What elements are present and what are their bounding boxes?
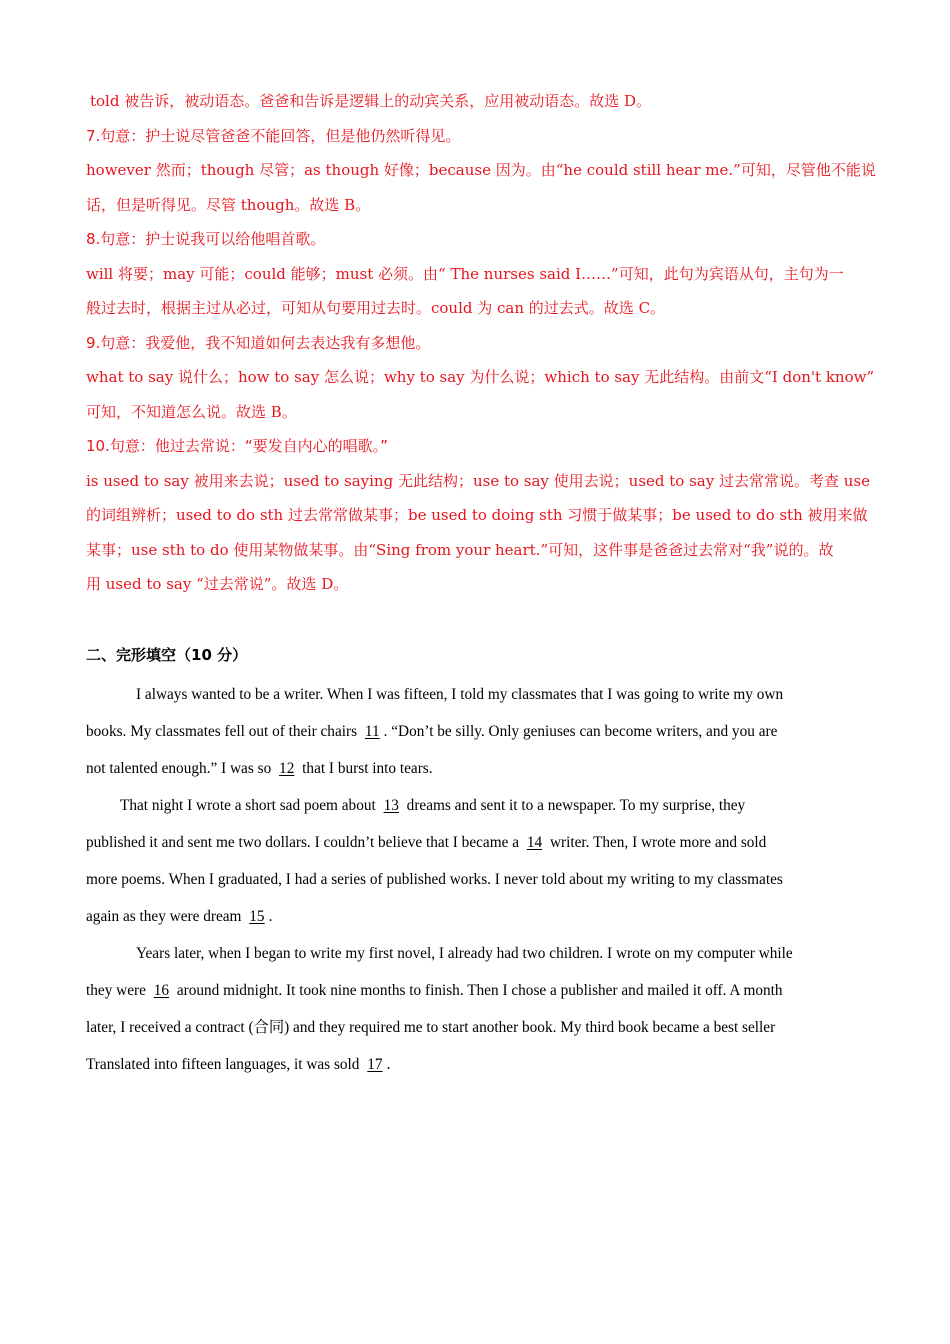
blank-16: 16 bbox=[153, 981, 170, 999]
explanation-line: will 将要；may 可能；could 能够；must 必须。由“ The nurses said I……”可知，此句为宾语从句，主句为一 bbox=[86, 264, 844, 283]
blank-11: 11 bbox=[364, 722, 380, 740]
passage-text: around midnight. It took nine months to finish. Then I chose a publisher and mailed it off. A month bbox=[173, 981, 783, 999]
explanation-heading: 9.句意：我爱他，我不知道如何去表达我有多想他。 bbox=[86, 333, 431, 352]
passage-line bbox=[86, 1046, 864, 1083]
passage-text: dreams and sent it to a newspaper. To my surprise, they bbox=[402, 796, 746, 814]
passage-line bbox=[86, 713, 864, 750]
explanation-line: 用 used to say “过去常说”。故选 D。 bbox=[86, 575, 349, 593]
passage-text: not talented enough.” I was so bbox=[86, 759, 276, 777]
passage-text: Translated into fifteen languages, it was sold bbox=[86, 1055, 364, 1073]
passage-text: that I burst into tears. bbox=[298, 759, 433, 777]
explanation-line: is used to say 被用来去说；used to saying 无此结构；use to say 使用去说；used to say 过去常常说。考查 use bbox=[86, 471, 870, 490]
explanation-heading: 7.句意：护士说尽管爸爸不能回答，但是他仍然听得见。 bbox=[86, 126, 461, 145]
explanation-line: however 然而；though 尽管；as though 好像；because 因为。由“he could still hear me.”可知，尽管他不能说 bbox=[86, 161, 876, 179]
passage-line bbox=[86, 750, 864, 787]
passage-text: . “Don’t be silly. Only geniuses can become writers, and you are bbox=[383, 722, 778, 740]
blank-13: 13 bbox=[383, 796, 399, 814]
section-title: 二、完形填空（10 分） bbox=[86, 645, 248, 664]
passage-line bbox=[86, 824, 864, 861]
explanation-line: told 被告诉，被动语态。爸爸和告诉是逻辑上的动宾关系，应用被动语态。故选 D。 bbox=[90, 92, 652, 110]
explanation-line: 般过去时，根据主过从必过，可知从句要用过去时。could 为 can 的过去式。故选 C。 bbox=[86, 299, 666, 317]
passage-line: I always wanted to be a writer. When I was fifteen, I told my classmates that I was going to write my own bbox=[136, 685, 784, 703]
explanation-line: 的词组辨析；used to do sth 过去常常做某事；be used to doing sth 习惯于做某事；be used to do sth 被用来做 bbox=[86, 506, 868, 524]
passage-line: later, I received a contract (合同) and they required me to start another book. My third book became a best seller bbox=[86, 1018, 776, 1036]
explanation-line: 某事；use sth to do 使用某物做某事。由“Sing from your heart.”可知，这件事是爸爸过去常对“我”说的。故 bbox=[86, 540, 834, 559]
passage-line: Years later, when I began to write my first novel, I already had two children. I wrote on my computer while bbox=[136, 944, 793, 962]
explanation-line: what to say 说什么；how to say 怎么说；why to say 为什么说；which to say 无此结构。由前文“I don't know” bbox=[86, 368, 875, 386]
passage-text: writer. Then, I wrote more and sold bbox=[546, 833, 767, 851]
passage-line bbox=[86, 972, 864, 1009]
explanation-line: 话，但是听得见。尽管 though。故选 B。 bbox=[86, 195, 371, 214]
passage-text: . bbox=[268, 907, 273, 925]
explanation-heading: 10.句意：他过去常说：“要发自内心的唱歌。” bbox=[86, 437, 388, 455]
answer-explanations bbox=[86, 84, 876, 602]
passage-text: again as they were dream bbox=[86, 907, 246, 925]
passage-line bbox=[86, 898, 864, 935]
passage-text: That night I wrote a short sad poem about bbox=[120, 796, 380, 814]
blank-12: 12 bbox=[279, 759, 295, 777]
blank-17: 17 bbox=[367, 1055, 383, 1073]
blank-15: 15 bbox=[249, 907, 265, 925]
passage-line: more poems. When I graduated, I had a series of published works. I never told about my writing to my classmates bbox=[86, 870, 783, 888]
blank-14: 14 bbox=[526, 833, 543, 851]
explanation-heading: 8.句意：护士说我可以给他唱首歌。 bbox=[86, 230, 326, 248]
passage-text: published it and sent me two dollars. I couldn’t believe that I became a bbox=[86, 833, 523, 851]
passage-line bbox=[86, 787, 864, 824]
passage-text: books. My classmates fell out of their chairs bbox=[86, 722, 361, 740]
passage-text: . bbox=[386, 1055, 391, 1073]
passage-text: they were bbox=[86, 981, 150, 999]
document-page bbox=[86, 84, 876, 1083]
explanation-line: 可知，不知道怎么说。故选 B。 bbox=[86, 402, 297, 421]
cloze-passage bbox=[86, 676, 864, 1083]
